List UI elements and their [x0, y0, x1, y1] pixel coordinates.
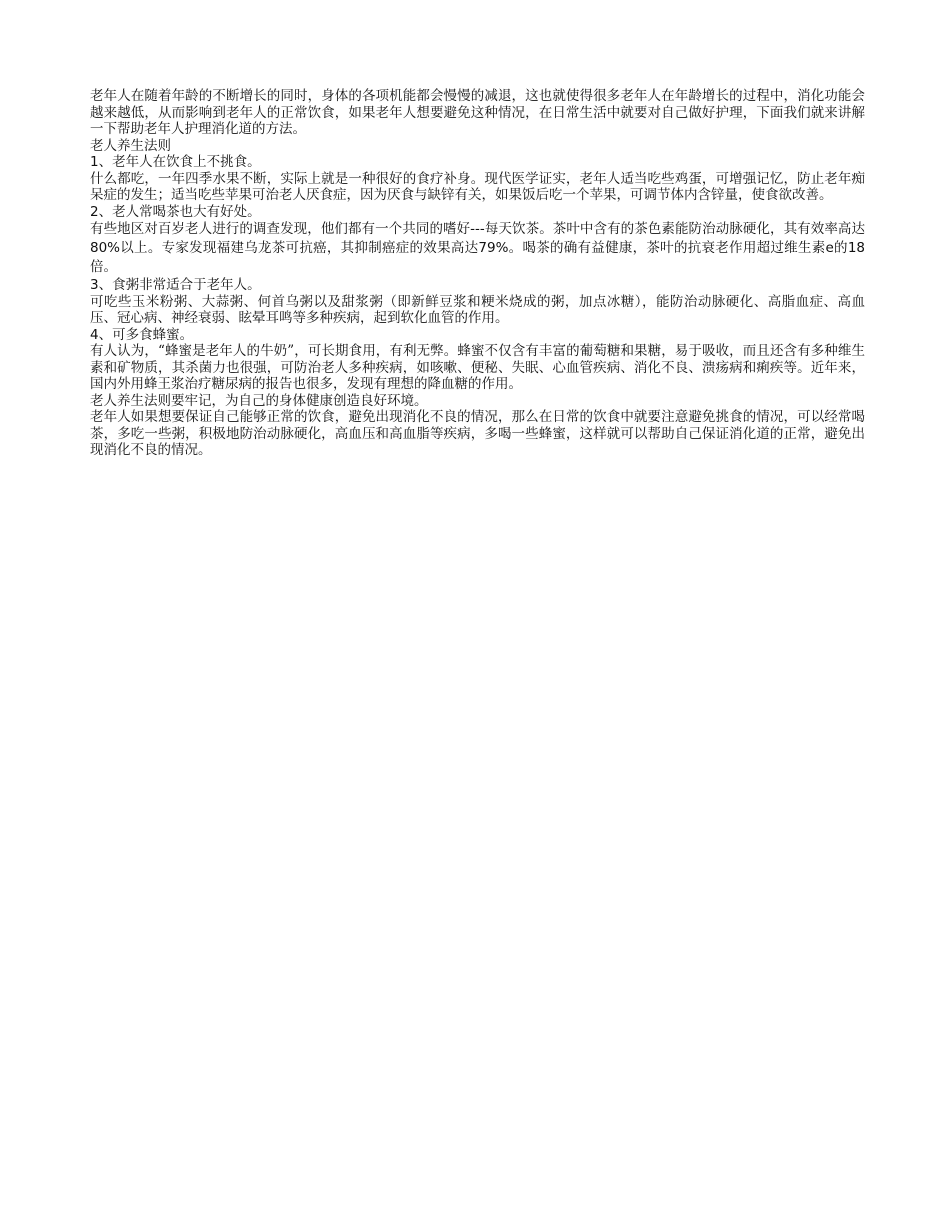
closing-note: 老人养生法则要牢记，为自己的身体健康创造良好环境。	[90, 392, 428, 409]
item-body-2: 有些地区对百岁老人进行的调查发现，他们都有一个共同的嗜好---每天饮茶。茶叶中含有的茶色素能防治动脉硬化，其有效率高达80%以上。专家发现福建乌龙茶可抗癌，其抑制癌症的效果高达79%。喝茶的确有益健康，茶叶的抗衰老作用超过维生素e的18倍。	[90, 221, 865, 275]
document-body	[90, 88, 865, 459]
item-heading-1: 1、老年人在饮食上不挑食。	[90, 154, 261, 170]
item-heading-4: 4、可多食蜂蜜。	[90, 326, 194, 343]
item-body-1: 什么都吃，一年四季水果不断，实际上就是一种很好的食疗补身。现代医学证实，老年人适当吃些鸡蛋，可增强记忆，防止老年痴呆症的发生；适当吃些苹果可治老人厌食症，因为厌食与缺锌有关，如果饭后吃一个苹果，可调节体内含锌量，使食欲改善。	[90, 170, 865, 203]
conclusion-paragraph: 老年人如果想要保证自己能够正常的饮食，避免出现消化不良的情况，那么在日常的饮食中就要注意避免挑食的情况，可以经常喝茶，多吃一些粥，积极地防治动脉硬化，高血压和高血脂等疾病，多喝一些蜂蜜，这样就可以帮助自己保证消化道的正常，避免出现消化不良的情况。	[90, 409, 865, 458]
item-body-3: 可吃些玉米粉粥、大蒜粥、何首乌粥以及甜浆粥（即新鲜豆浆和粳米烧成的粥，加点冰糖），能防治动脉硬化、高脂血症、高血压、冠心病、神经衰弱、眩晕耳鸣等多种疾病，起到软化血管的作用。	[90, 293, 865, 326]
item-heading-3: 3、食粥非常适合于老年人。	[90, 277, 261, 293]
item-heading-2: 2、老人常喝茶也大有好处。	[90, 203, 261, 220]
intro-paragraph: 老年人在随着年龄的不断增长的同时，身体的各项机能都会慢慢的减退，这也就使得很多老年人在年龄增长的过程中，消化功能会越来越低，从而影响到老年人的正常饮食，如果老年人想要避免这种情况，在日常生活中就要对自己做好护理，下面我们就来讲解一下帮助老年人护理消化道的方法。	[90, 88, 865, 137]
section-title: 老人养生法则	[90, 137, 171, 154]
item-body-4: 有人认为，“蜂蜜是老年人的牛奶”，可长期食用，有利无弊。蜂蜜不仅含有丰富的葡萄糖和果糖，易于吸收，而且还含有多种维生素和矿物质，其杀菌力也很强，可防治老人多种疾病，如咳嗽、便秘、失眠、心血管疾病、消化不良、溃疡病和痢疾等。近年来，国内外用蜂王浆治疗糖尿病的报告也很多，发现有理想的降血糖的作用。	[90, 343, 865, 392]
